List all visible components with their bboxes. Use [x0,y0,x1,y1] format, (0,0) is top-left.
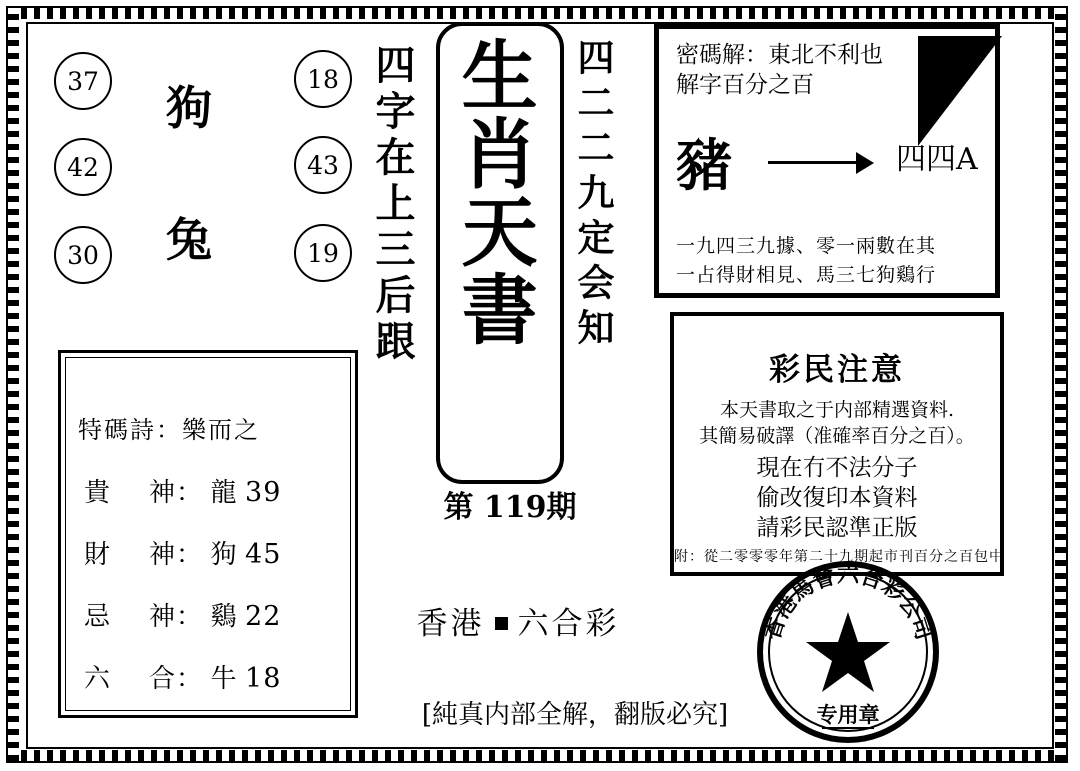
poem-row-sep: ： [176,540,204,570]
poem-row-label: 財 [84,540,112,570]
poem-row-number: 39 [245,477,282,508]
code-hint-line-2: 解字百分之百 [676,72,814,98]
mid-number-1: 18 [294,50,352,108]
slogan-right-column: 四二二九定会知 [571,38,615,353]
left-number-2: 42 [54,138,112,196]
triangle-marker-icon [918,36,1002,146]
left-zodiac-dog: 狗 [166,81,212,135]
poem-row-value: 龍 [210,478,238,508]
notice-paragraph-1: 本天書取之于内部精選資料. [719,399,955,421]
poem-row [84,596,334,633]
code-hint-line-1: 密碼解：東北不利也 [676,42,883,68]
poem-row-label: 忌 [84,602,112,632]
lottery-line [378,598,658,643]
slogan-four-character: 四字在上三后跟 [369,44,416,366]
notice-title: 彩民注意 [769,352,905,388]
arrow-shaft [768,161,860,164]
mid-number-3: 19 [294,224,352,282]
svg-text:专用章: 专用章 [816,702,880,727]
poem-row-label2: 神 [148,602,176,632]
svg-text:香港馬會六合彩公司: 香港馬會六合彩公司 [758,561,938,643]
poem-row-value: 鷄 [210,602,238,632]
issue-number: 第 119期 [443,490,577,525]
poem-row-value: 牛 [210,664,238,694]
code-verse-line-1: 一九四三九據、零一兩數在其 [676,235,937,257]
left-number-1: 37 [54,52,112,110]
poem-row-sep: ： [176,478,204,508]
left-zodiac-rabbit: 兔 [166,213,212,267]
copyright-note: [純真内部全解，翻版必究] [421,700,729,730]
poem-row [84,472,334,509]
poem-row-sep: ： [176,602,204,632]
region-label: 香港 [416,606,485,642]
code-verse-line-2: 一占得財相見、馬三七狗鷄行 [676,264,937,287]
poem-header: 特碼詩：樂而之 [78,416,260,444]
poem-row-number: 45 [245,539,282,570]
mid-number-2: 43 [294,136,352,194]
notice-warning-2: 偷改復印本資料 [756,485,918,511]
official-stamp [752,556,944,748]
arrow-head [856,152,874,174]
code-verse [676,232,936,291]
notice-footnote: 附：從二零零零年第二十九期起市刊百分之百包中 [674,549,1004,565]
code-result: 四四A [896,142,978,177]
lottery-name: 六合彩 [517,606,620,642]
notice-warning-3: 請彩民認準正版 [756,515,918,541]
poem-row-label: 貴 [84,478,112,508]
poem-row [84,534,334,571]
left-number-3: 30 [54,226,112,284]
poem-row-label2: 神 [148,478,176,508]
square-bullet-icon [495,617,508,630]
poem-row-label2: 合 [148,664,176,694]
poem-row-label2: 神 [148,540,176,570]
poem-row-value: 狗 [210,540,238,570]
poem-row-sep: ： [176,664,204,694]
poem-row-number: 18 [245,663,282,694]
poem-row-number: 22 [245,601,282,632]
arrow-right-icon [768,148,880,178]
poem-row [84,658,334,695]
poem-row-label: 六 [84,664,112,694]
perforation-bottom [8,750,1066,761]
perforation-right [1055,8,1066,761]
page-title: 生肖天書 [449,36,539,348]
notice-warning-1: 現在冇不法分子 [756,455,918,481]
notice-paragraph-2: 其簡易破譯（准確率百分之百）。 [699,425,975,447]
perforation-top [8,8,1066,19]
perforation-left [8,8,19,761]
code-zodiac: 豬 [676,133,732,199]
